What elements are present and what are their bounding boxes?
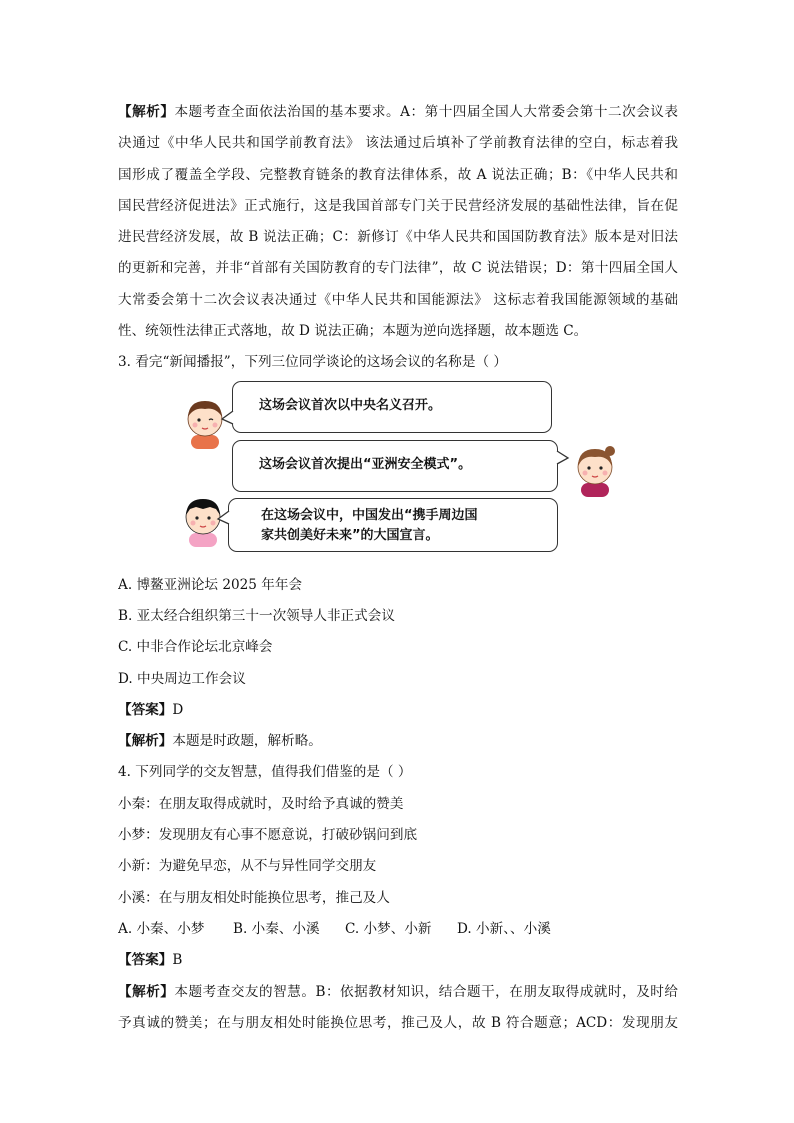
analysis-line: 进民营经济发展，故 B 说法正确；C：新修订《中华人民共和国国防教育法》版本是对旧法 (118, 229, 678, 246)
speech-bubble-1: 这场会议首次以中央名义召开。 (232, 381, 552, 433)
analysis-line: 【解析】本题考查全面依法治国的基本要求。A：第十四届全国人大常委会第十二次会议表 (118, 104, 678, 120)
q4-analysis-line: 予真诚的赞美；在与朋友相处时能换位思考，推己及人，故 B 符合题意；ACD：发现朋友 (118, 1014, 678, 1031)
q4-stem: 4. 下列同学的交友智慧，值得我们借鉴的是（ ） (118, 764, 412, 781)
girl-avatar-icon (572, 441, 618, 497)
q3-option-d: D. 中央周边工作会议 (118, 670, 246, 687)
speech-bubble-3: 在这场会议中，中国发出“携手周边国 家共创美好未来”的大国宣言。 (228, 498, 558, 552)
analysis-line: 的更新和完善，并非“首部有关国防教育的专门法律”，故 C 说法错误；D：第十四届全国人 (118, 260, 678, 277)
q4-item: 小溪：在与朋友相处时能换位思考，推己及人 (118, 889, 390, 906)
analysis-line: 国形成了覆盖全学段、完整教育链条的教育法律体系，故 A 说法正确；B：《中华人民共和 (118, 166, 678, 183)
q3-answer: 【答案】D (118, 701, 184, 718)
q3-option-c: C. 中非合作论坛北京峰会 (118, 639, 273, 656)
q3-stem: 3. 看完“新闻播报”，下列三位同学谈论的这场会议的名称是（ ） (118, 354, 507, 371)
analysis-line: 大常委会第十二次会议表决通过《中华人民共和国能源法》 这标志着我国能源领域的基础 (118, 291, 678, 308)
q4-option-b: B. 小秦、小溪 (233, 920, 320, 937)
speech-bubble-2: 这场会议首次提出“亚洲安全模式”。 (232, 440, 558, 492)
q4-option-c: C. 小梦、小新 (345, 920, 432, 937)
q3-option-b: B. 亚太经合组织第三十一次领导人非正式会议 (118, 607, 395, 624)
conversation-figure (118, 381, 678, 566)
document-content (118, 97, 678, 1039)
q4-item: 小秦：在朋友取得成就时，及时给予真诚的赞美 (118, 795, 404, 812)
analysis-line: 国民营经济促进法》正式施行，这是我国首部专门关于民营经济发展的基础性法律，旨在促 (118, 197, 678, 214)
q4-option-d: D. 小新、、小溪 (457, 920, 551, 937)
analysis-line: 性、统领性法律正式落地，故 D 说法正确；本题为逆向选择题，故本题选 C。 (118, 323, 588, 340)
q3-option-a: A. 博鳌亚洲论坛 2025 年年会 (118, 576, 303, 593)
q4-item: 小新：为避免早恋，从不与异性同学交朋友 (118, 858, 377, 875)
bubble-tail (222, 411, 236, 425)
analysis-line: 决通过《中华人民共和国学前教育法》 该法通过后填补了学前教育法律的空白，标志着我 (118, 135, 678, 152)
bubble-tail (554, 451, 568, 465)
q4-analysis-line: 【解析】本题考查交友的智慧。B：依据教材知识，结合题干，在朋友取得成就时，及时给 (118, 983, 678, 1000)
q3-analysis: 【解析】本题是时政题，解析略。 (118, 733, 322, 750)
q4-item: 小梦：发现朋友有心事不愿意说，打破砂锅问到底 (118, 827, 418, 844)
q4-answer: 【答案】B (118, 952, 183, 969)
bubble-tail (218, 511, 232, 525)
q2-analysis (118, 97, 678, 347)
q4-options (118, 914, 678, 945)
q4-option-a: A. 小秦、小梦 (118, 920, 205, 937)
